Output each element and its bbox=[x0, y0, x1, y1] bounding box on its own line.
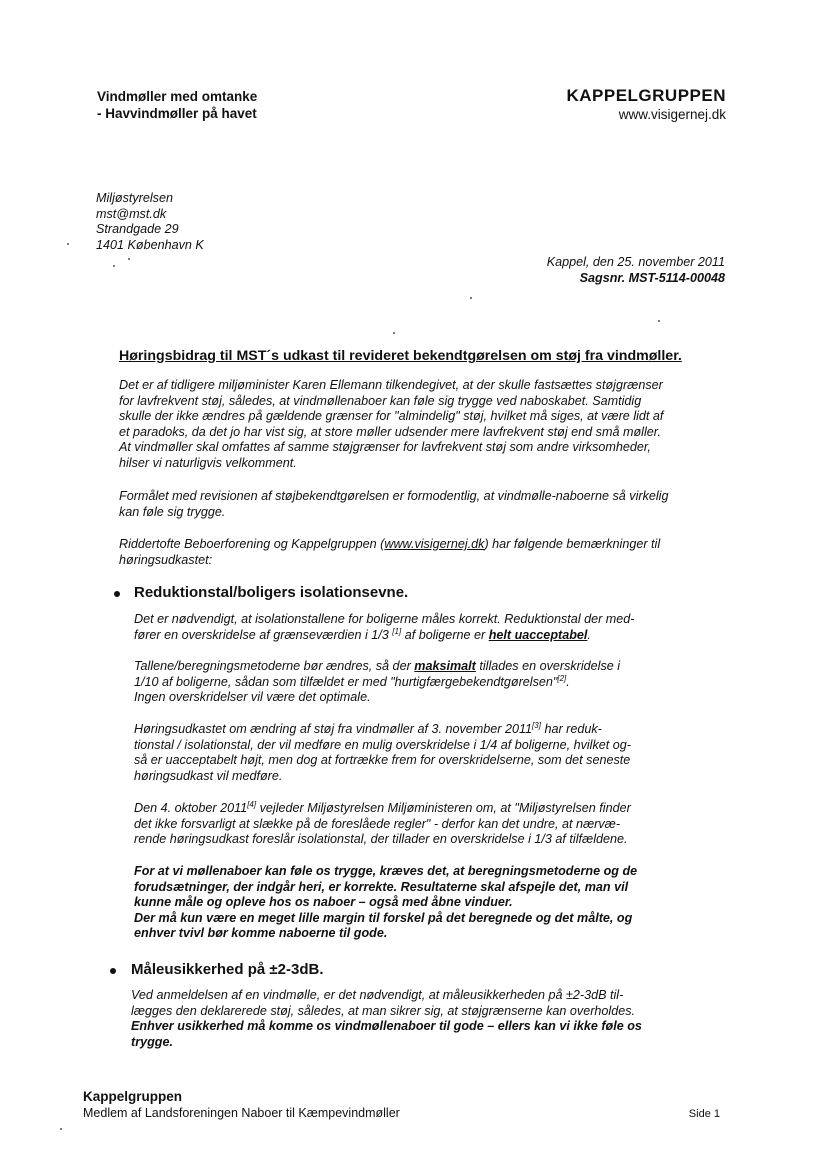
text-line: lægges den deklarerede støj, således, at man sikrer sig, at støjgrænserne kan overholdes. bbox=[131, 1003, 635, 1018]
letter-date: Kappel, den 25. november 2011 bbox=[546, 255, 725, 269]
text-line: det ikke forsvarligt at slække på de foreslåede regler" - derfor kan det undre, at nærvæ- bbox=[134, 816, 621, 831]
text-line: så er uacceptabelt højt, men dog at fortrække frem for overskridelserne, som det seneste bbox=[134, 753, 631, 768]
recipient-street: Strandgade 29 bbox=[96, 222, 179, 237]
text-line: hilser vi naturligvis velkomment. bbox=[119, 455, 297, 470]
case-number: Sagsnr. MST-5114-00048 bbox=[579, 270, 725, 285]
section-heading-measurement bbox=[131, 961, 323, 979]
text-line: Ingen overskridelser vil være det optimale. bbox=[134, 690, 371, 705]
emphasis-text: maksimalt bbox=[414, 659, 476, 673]
org-name: KAPPELGRUPPEN bbox=[566, 86, 726, 105]
header-left bbox=[97, 88, 257, 122]
text-line: For at vi møllenaboer kan føle os trygge, kræves det, at beregningsmetoderne og de bbox=[134, 864, 638, 878]
text-line: skulle der ikke ændres på gældende grænser for "almindelig" støj, hvilket må siges, at være lidt af bbox=[119, 409, 664, 424]
scan-speck bbox=[67, 243, 69, 245]
page-number: Side 1 bbox=[688, 1108, 720, 1120]
recipient-city: 1401 København K bbox=[96, 237, 204, 252]
text-line: forudsætninger, der indgår heri, er korrekte. Resultaterne skal afspejle det, man vil bbox=[134, 879, 629, 894]
text-line bbox=[134, 801, 631, 817]
website-link[interactable]: www.visigernej.dk bbox=[384, 537, 485, 551]
text-fragment: Riddertofte Beboerforening og Kappelgruppen ( bbox=[119, 537, 385, 551]
text-line bbox=[134, 659, 620, 675]
text-fragment: 2-3dB. bbox=[277, 961, 324, 978]
text-line: At vindmøller skal omfattes af samme støjgrænser for lavfrekvent støj som andre virksomheder, bbox=[119, 440, 651, 455]
scan-speck bbox=[658, 320, 660, 322]
text-line: enhver tvivl bør komme naboerne til gode. bbox=[134, 926, 388, 941]
text-line: Det er nødvendigt, at isolationstallene for boligerne måles korrekt. Reduktionstal der med- bbox=[134, 612, 635, 626]
text-fragment: Måleusikkerhed på bbox=[131, 961, 270, 978]
header-subtagline: - Havvindmøller på havet bbox=[97, 106, 257, 121]
header-tagline: Vindmøller med omtanke bbox=[97, 89, 258, 104]
recipient-email[interactable]: mst@mst.dk bbox=[96, 206, 167, 221]
text-fragment: fører en overskridelse af grænseværdien i 1/3 bbox=[134, 627, 393, 642]
footnote-ref: [1] bbox=[392, 626, 402, 636]
section2-para bbox=[131, 988, 635, 1019]
emphasis-text: helt uacceptabel bbox=[488, 627, 588, 642]
text-line: Enhver usikkerhed må komme os vindmøllenaboer til gode – ellers kan vi ikke føle os bbox=[131, 1019, 642, 1033]
text-line bbox=[119, 537, 660, 553]
text-fragment: Høringsudkastet om ændring af støj fra vindmøller af 3. november 2011 bbox=[134, 722, 533, 736]
text-line: Det er af tidligere miljøminister Karen Ellemann tilkendegivet, at der skulle fastsættes støjgrænser bbox=[119, 378, 663, 392]
section1-para-b bbox=[134, 659, 620, 706]
text-fragment: . bbox=[566, 674, 570, 689]
text-line: Der må kun være en meget lille margin til forskel på det beregnede og det målte, og bbox=[134, 910, 633, 925]
plus-minus-symbol: ± bbox=[565, 988, 573, 1002]
text-line bbox=[134, 722, 631, 738]
text-line: kunne måle og opleve hos os naboer – også med åbne vinduer. bbox=[134, 895, 513, 910]
section1-para-d bbox=[134, 801, 631, 848]
text-fragment: Ved anmeldelsen af en vindmølle, er det nødvendigt, at måleusikkerheden på bbox=[131, 988, 566, 1002]
intro-paragraph-2 bbox=[119, 489, 668, 520]
text-fragment: 2-3dB til- bbox=[572, 988, 624, 1002]
footnote-ref: [2] bbox=[557, 673, 567, 683]
text-fragment: af boligerne er bbox=[401, 627, 489, 642]
recipient-address bbox=[96, 191, 204, 253]
subject-heading: Høringsbidrag til MST´s udkast til revideret bekendtgørelsen om støj fra vindmøller. bbox=[119, 348, 682, 364]
scan-speck bbox=[393, 332, 395, 334]
scan-speck bbox=[470, 297, 472, 299]
scan-speck bbox=[128, 258, 130, 260]
bullet-icon bbox=[110, 968, 116, 974]
text-fragment: har reduk- bbox=[540, 722, 602, 736]
text-line: høringsudkast vil medføre. bbox=[134, 768, 283, 783]
text-line: høringsudkastet: bbox=[119, 552, 213, 567]
text-fragment: tillades en overskridelse i bbox=[475, 659, 621, 673]
text-fragment: Tallene/beregningsmetoderne bør ændres, så der bbox=[134, 659, 415, 673]
recipient-name: Miljøstyrelsen bbox=[96, 191, 173, 205]
text-fragment: . bbox=[587, 627, 591, 642]
section-heading-reduction: Reduktionstal/boligers isolationsevne. bbox=[134, 584, 409, 601]
text-fragment: ) har følgende bemærkninger til bbox=[484, 537, 661, 551]
footer-org: Kappelgruppen bbox=[83, 1089, 183, 1104]
org-url[interactable]: www.visigernej.dk bbox=[618, 107, 726, 122]
footer-membership: Medlem af Landsforeningen Naboer til Kæmpevindmøller bbox=[83, 1106, 400, 1120]
section2-bold-para bbox=[131, 1019, 642, 1050]
section1-para-a bbox=[134, 612, 635, 643]
section1-para-c bbox=[134, 722, 631, 784]
scan-speck bbox=[60, 1128, 62, 1130]
text-line: rende høringsudkast foreslår isolationstal, der tillader en overskridelse i 1/3 af tilfældene. bbox=[134, 832, 628, 847]
text-line bbox=[131, 988, 635, 1004]
footnote-ref: [3] bbox=[532, 721, 541, 730]
section1-para-e bbox=[134, 864, 637, 942]
text-line: et paradoks, da det jo har vist sig, at store møller udsender mere lavfrekvent støj end små møller. bbox=[119, 424, 661, 439]
text-line: for lavfrekvent støj, således, at vindmøllenaboer kan føle sig trygge ved naboskabet. Samtidig bbox=[119, 393, 642, 408]
intro-paragraph-1 bbox=[119, 378, 663, 472]
text-fragment: Den 4. oktober 2011 bbox=[134, 801, 248, 815]
text-fragment: vejleder Miljøstyrelsen Miljøministeren om, at "Miljøstyrelsen finder bbox=[256, 801, 631, 815]
text-line: Formålet med revisionen af støjbekendtgørelsen er formodentlig, at vindmølle-naboerne så virkelig bbox=[119, 489, 669, 503]
text-line: trygge. bbox=[131, 1034, 173, 1049]
plus-minus-symbol: ± bbox=[269, 961, 278, 978]
text-fragment: 1/10 af boligerne, sådan som tilfældet er med "hurtigfærgebekendtgørelsen" bbox=[134, 674, 558, 689]
bullet-icon bbox=[114, 591, 120, 597]
dateline bbox=[547, 255, 725, 286]
text-line: kan føle sig trygge. bbox=[119, 504, 226, 519]
footer bbox=[83, 1088, 400, 1121]
text-line bbox=[134, 628, 635, 644]
scan-speck bbox=[113, 265, 115, 267]
text-line: tionstal / isolationstal, der vil medføre en mulig overskridelse i 1/4 af boligerne, hvilket og- bbox=[134, 737, 631, 752]
intro-paragraph-3 bbox=[119, 537, 660, 568]
footnote-ref: [4] bbox=[247, 800, 257, 809]
header-right bbox=[566, 85, 726, 123]
text-line bbox=[134, 675, 620, 691]
